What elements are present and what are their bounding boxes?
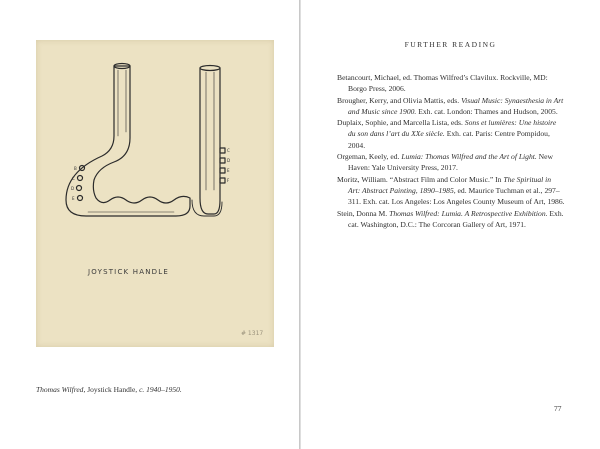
reference-text: Exh. cat. London: Thames and Hudson, 2005.: [416, 106, 558, 116]
reference-text: Betancourt, Michael, ed. Thomas Wilfred’s Clavilux. Rockville, MD: Borgo Press, 2006.: [337, 73, 548, 94]
finger-mark: E: [72, 196, 75, 201]
figure-caption: [36, 385, 276, 394]
reference-text: ed. Maurice Tuchman et al., 297–311. Exh. cat. Los Angeles: Los Angeles County Museum of Art, 1986.: [348, 185, 565, 207]
caption-artist: Thomas Wilfred: [36, 385, 84, 394]
reference-text: New Haven: Yale University Press, 2017.: [348, 152, 554, 173]
drawing-plate: [36, 40, 274, 347]
reference-item: [337, 151, 565, 174]
reference-list: [337, 72, 565, 230]
reference-title: Thomas Wilfred: Lumia. A Retrospective Exhibition.: [389, 208, 548, 218]
finger-mark: B: [74, 166, 77, 171]
section-title: FURTHER READING: [404, 40, 497, 49]
finger-mark: E: [227, 168, 230, 173]
reference-item: [337, 174, 565, 208]
caption-title: , Joystick Handle,: [83, 385, 140, 394]
finger-mark: C: [72, 176, 75, 181]
reference-text: Moritz, William. “Abstract Film and Color Music.” In: [337, 174, 504, 184]
reference-title: Lumia: Thomas Wilfred and the Art of Light.: [401, 152, 537, 162]
finger-mark: D: [227, 158, 231, 163]
caption-date: c. 1940–1950.: [139, 385, 182, 394]
reference-text: Stein, Donna M.: [337, 208, 390, 218]
reference-item: [337, 95, 565, 118]
reference-text: Duplaix, Sophie, and Marcella Lista, eds.: [337, 118, 465, 128]
reference-title: Sons et lumières: Une histoire du son dans l’art du XXe siècle.: [348, 118, 557, 139]
reference-text: Exh. cat. Paris: Centre Pompidou, 2004.: [348, 129, 550, 150]
page-number: 77: [554, 404, 562, 413]
reference-text: Orgeman, Keely, ed.: [337, 152, 402, 162]
right-page: [301, 0, 600, 449]
reference-text: Brougher, Kerry, and Olivia Mattis, eds.: [337, 95, 462, 105]
reference-item: [337, 208, 565, 231]
finger-mark: D: [71, 186, 75, 191]
finger-mark: C: [227, 148, 230, 153]
reference-text: Exh. cat. Washington, D.C.: The Corcoran Gallery of Art, 1971.: [348, 208, 564, 229]
reference-item: [337, 117, 565, 151]
joystick-drawing: [36, 40, 274, 347]
drawing-label: JOYSTICK HANDLE: [88, 268, 169, 276]
reference-item: [337, 72, 565, 95]
reference-title: Visual Music: Synaesthesia in Art and Music since 1900.: [348, 95, 564, 116]
inventory-number: # 1317: [241, 330, 264, 337]
left-page: [0, 0, 299, 449]
finger-mark: F: [227, 178, 230, 183]
reference-title: The Spiritual in Art: Abstract Painting, 1890–1985,: [348, 174, 552, 195]
